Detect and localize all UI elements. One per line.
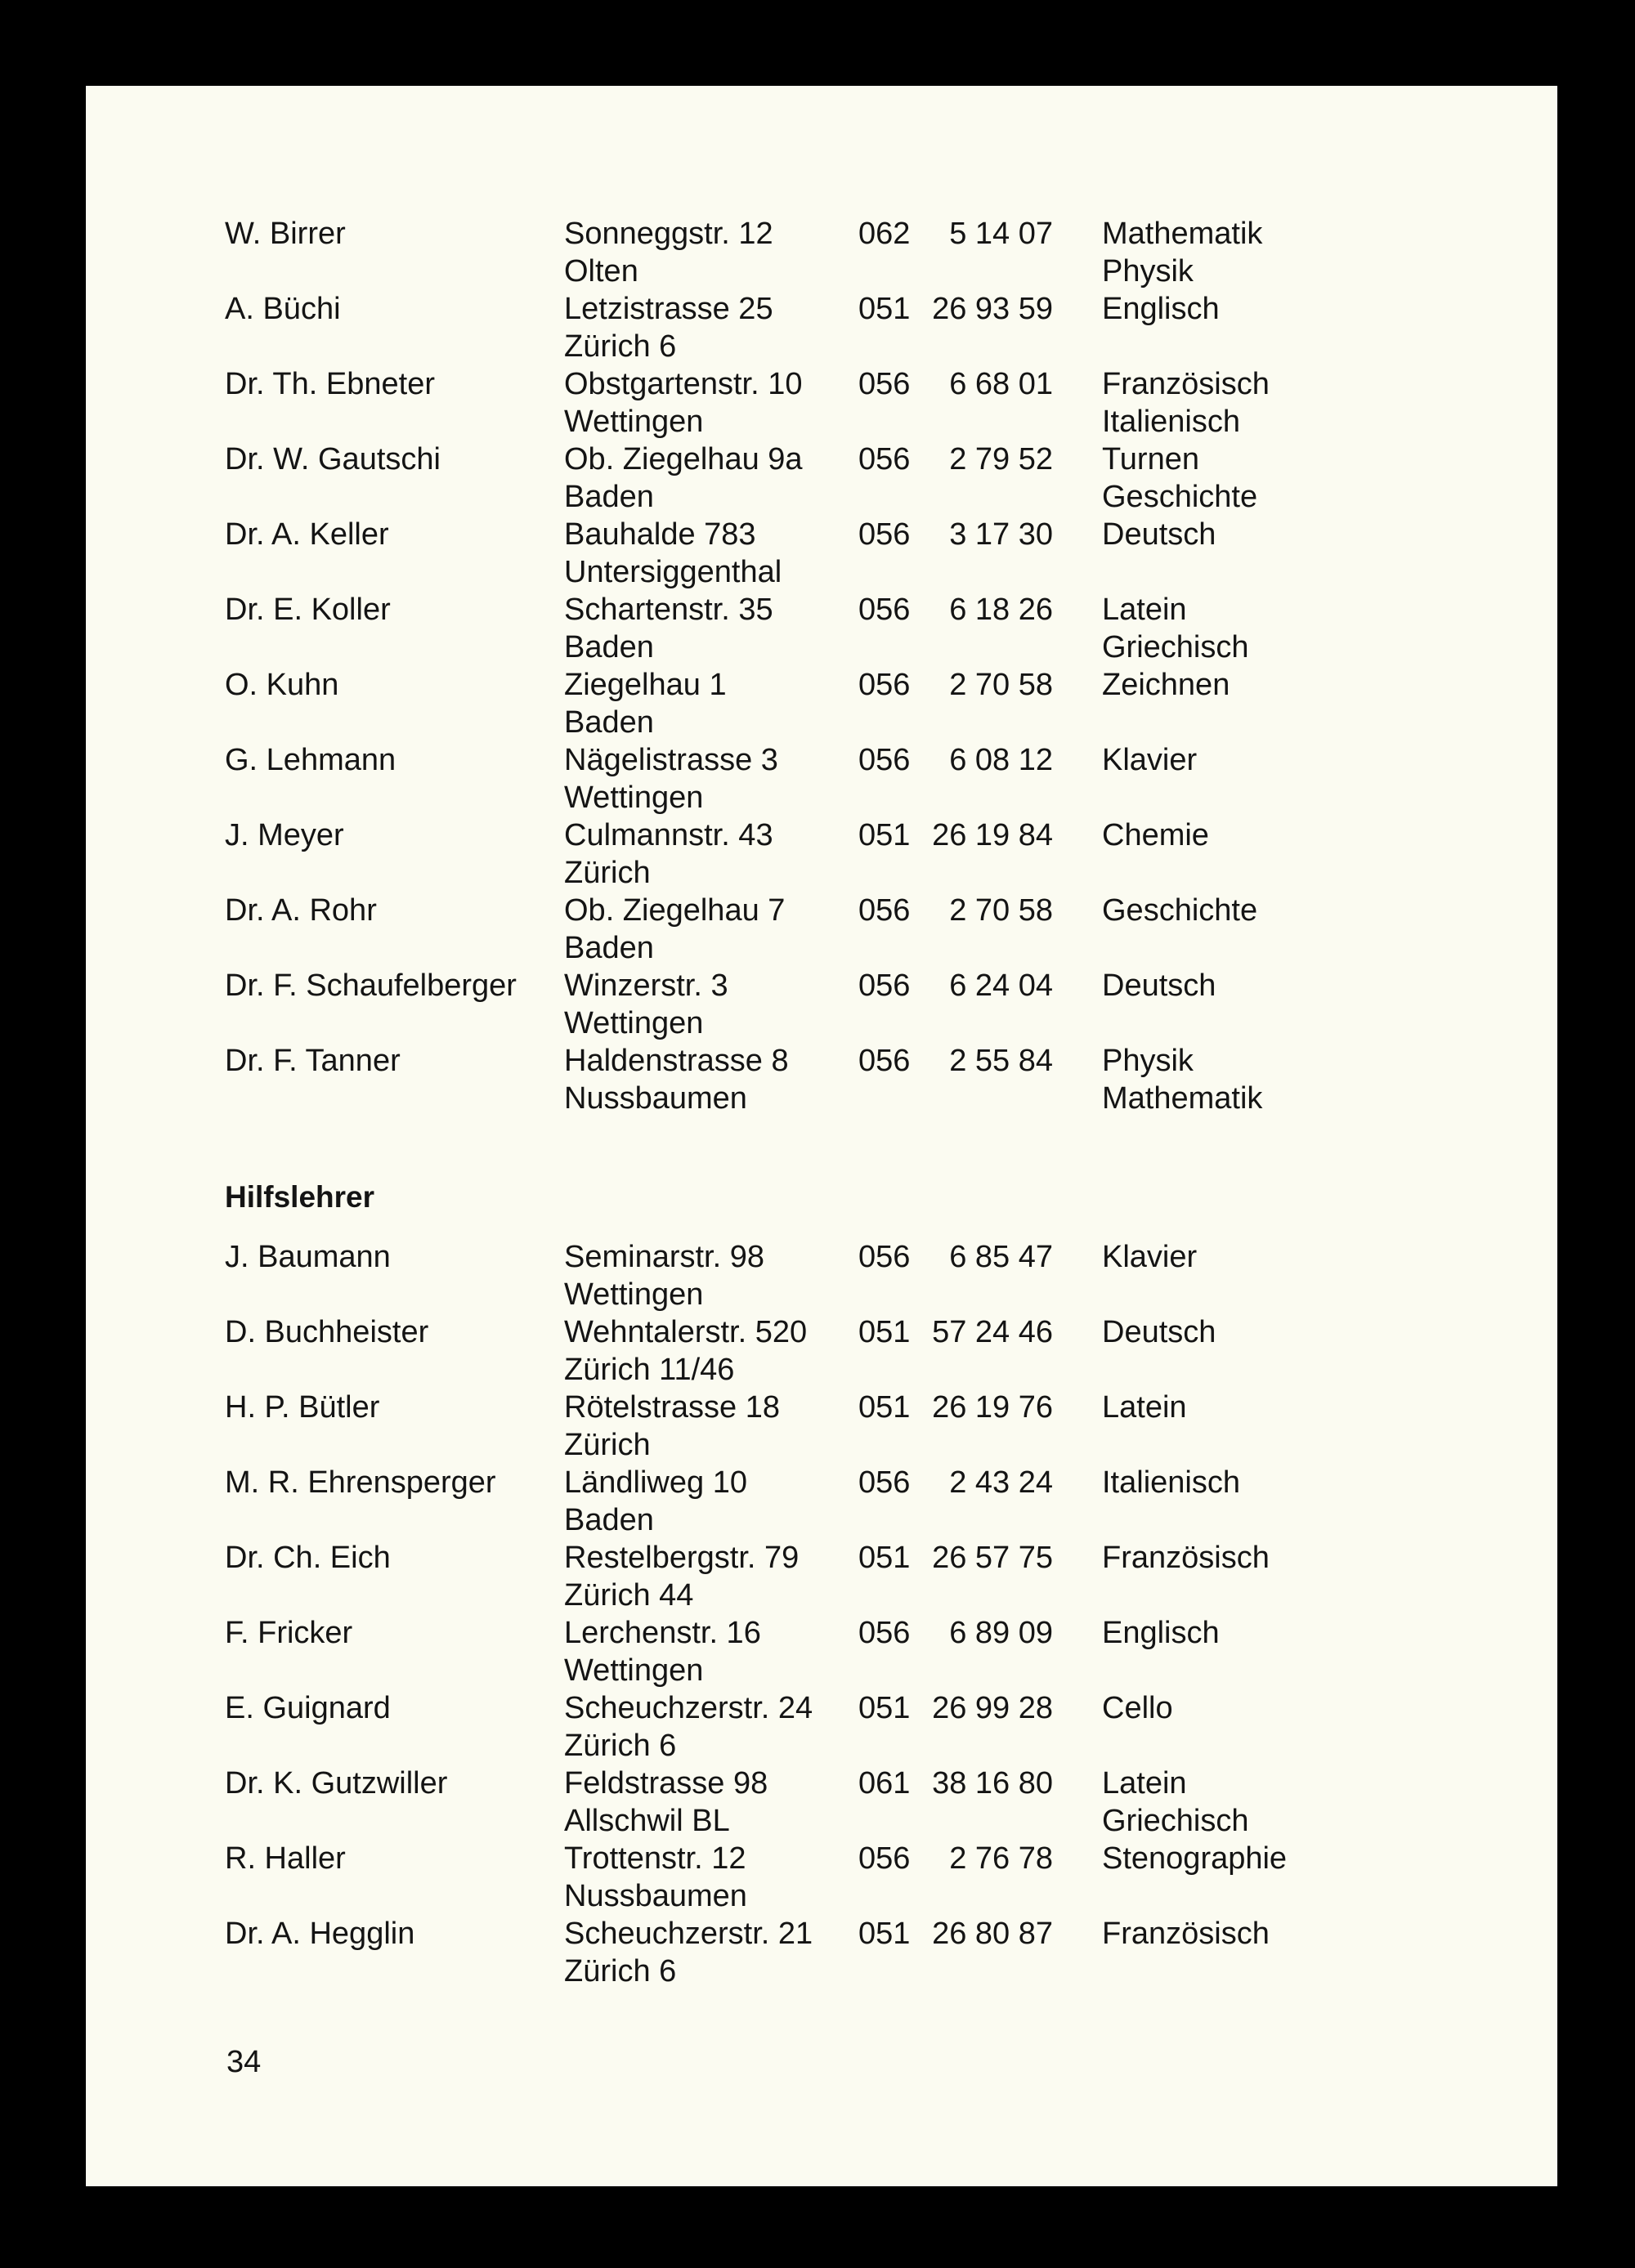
phone-number: 6 68 01	[949, 367, 1053, 401]
directory-row	[86, 1765, 1557, 1840]
area-code: 056	[858, 1465, 911, 1500]
subject-secondary: Italienisch	[1102, 405, 1240, 439]
city: Untersiggenthal	[564, 555, 782, 589]
city: Wettingen	[564, 1653, 704, 1688]
subject: Turnen	[1102, 442, 1199, 476]
directory-row	[86, 967, 1557, 1042]
person-name: Dr. A. Hegglin	[225, 1917, 415, 1951]
phone-number: 2 43 24	[949, 1465, 1053, 1500]
street-address: Letzistrasse 25	[564, 292, 773, 326]
directory-row	[86, 365, 1557, 441]
subject: Klavier	[1102, 743, 1198, 777]
city: Baden	[564, 480, 654, 514]
subject: Latein	[1102, 1766, 1187, 1801]
street-address: Scheuchzerstr. 21	[564, 1917, 813, 1951]
city: Baden	[564, 931, 654, 965]
area-code: 056	[858, 1044, 911, 1078]
directory-row	[86, 741, 1557, 816]
subject: Physik	[1102, 1044, 1194, 1078]
street-address: Restelbergstr. 79	[564, 1541, 800, 1575]
directory-row	[86, 816, 1557, 892]
section-heading-assistants: Hilfslehrer	[225, 1180, 375, 1214]
street-address: Ziegelhau 1	[564, 668, 727, 702]
document-page	[86, 86, 1557, 2186]
person-name: Dr. Ch. Eich	[225, 1541, 391, 1575]
subject: Französisch	[1102, 1541, 1270, 1575]
area-code: 051	[858, 1315, 911, 1349]
directory-row	[86, 1539, 1557, 1614]
teacher-directory	[86, 215, 1557, 1117]
area-code: 061	[858, 1766, 911, 1801]
street-address: Sonneggstr. 12	[564, 217, 773, 251]
city: Wettingen	[564, 781, 704, 815]
subject: Zeichnen	[1102, 668, 1230, 702]
city: Zürich	[564, 1428, 651, 1462]
phone-number: 2 70 58	[949, 893, 1053, 928]
city: Zürich 6	[564, 329, 677, 364]
directory-row	[86, 1689, 1557, 1765]
area-code: 051	[858, 1541, 911, 1575]
street-address: Nägelistrasse 3	[564, 743, 778, 777]
directory-row	[86, 1042, 1557, 1117]
person-name: Dr. W. Gautschi	[225, 442, 441, 476]
subject: Geschichte	[1102, 893, 1258, 928]
directory-row	[86, 1464, 1557, 1539]
subject: Latein	[1102, 1390, 1187, 1425]
area-code: 056	[858, 593, 911, 627]
assistant-teacher-directory	[86, 1238, 1557, 1990]
street-address: Obstgartenstr. 10	[564, 367, 803, 401]
city: Nussbaumen	[564, 1081, 747, 1116]
person-name: F. Fricker	[225, 1616, 353, 1650]
subject: Cello	[1102, 1691, 1173, 1725]
person-name: Dr. A. Rohr	[225, 893, 377, 928]
street-address: Lerchenstr. 16	[564, 1616, 761, 1650]
phone-number: 6 24 04	[949, 968, 1053, 1003]
area-code: 056	[858, 968, 911, 1003]
subject-secondary: Physik	[1102, 254, 1194, 289]
area-code: 062	[858, 217, 911, 251]
area-code: 056	[858, 517, 911, 552]
street-address: Culmannstr. 43	[564, 818, 773, 852]
area-code: 056	[858, 893, 911, 928]
phone-number: 2 76 78	[949, 1841, 1053, 1876]
area-code: 056	[858, 1841, 911, 1876]
phone-number: 26 19 76	[932, 1390, 1053, 1425]
city: Allschwil BL	[564, 1804, 730, 1838]
area-code: 051	[858, 292, 911, 326]
street-address: Trottenstr. 12	[564, 1841, 746, 1876]
person-name: D. Buchheister	[225, 1315, 429, 1349]
person-name: H. P. Bütler	[225, 1390, 380, 1425]
street-address: Ob. Ziegelhau 9a	[564, 442, 803, 476]
phone-number: 6 18 26	[949, 593, 1053, 627]
subject: Latein	[1102, 593, 1187, 627]
person-name: Dr. Th. Ebneter	[225, 367, 435, 401]
directory-row	[86, 441, 1557, 516]
person-name: J. Meyer	[225, 818, 344, 852]
subject: Stenographie	[1102, 1841, 1288, 1876]
person-name: Dr. F. Schaufelberger	[225, 968, 517, 1003]
city: Zürich 6	[564, 1729, 677, 1763]
subject: Englisch	[1102, 1616, 1220, 1650]
subject: Deutsch	[1102, 1315, 1216, 1349]
street-address: Bauhalde 783	[564, 517, 756, 552]
phone-number: 26 93 59	[932, 292, 1053, 326]
subject: Französisch	[1102, 1917, 1270, 1951]
city: Zürich 44	[564, 1578, 694, 1613]
person-name: G. Lehmann	[225, 743, 396, 777]
area-code: 051	[858, 1917, 911, 1951]
person-name: M. R. Ehrensperger	[225, 1465, 496, 1500]
phone-number: 5 14 07	[949, 217, 1053, 251]
city: Zürich 11/46	[564, 1353, 735, 1387]
directory-row	[86, 215, 1557, 290]
directory-row	[86, 1840, 1557, 1915]
phone-number: 6 85 47	[949, 1240, 1053, 1274]
phone-number: 38 16 80	[932, 1766, 1053, 1801]
street-address: Ob. Ziegelhau 7	[564, 893, 786, 928]
person-name: Dr. K. Gutzwiller	[225, 1766, 448, 1801]
directory-row	[86, 290, 1557, 365]
subject: Englisch	[1102, 292, 1220, 326]
area-code: 056	[858, 743, 911, 777]
directory-row	[86, 516, 1557, 591]
area-code: 051	[858, 1390, 911, 1425]
area-code: 051	[858, 1691, 911, 1725]
subject-secondary: Griechisch	[1102, 1804, 1249, 1838]
directory-row	[86, 1313, 1557, 1389]
street-address: Ländliweg 10	[564, 1465, 747, 1500]
city: Wettingen	[564, 1006, 704, 1040]
phone-number: 57 24 46	[932, 1315, 1053, 1349]
subject: Deutsch	[1102, 968, 1216, 1003]
directory-row	[86, 591, 1557, 666]
street-address: Scheuchzerstr. 24	[564, 1691, 813, 1725]
area-code: 056	[858, 1616, 911, 1650]
city: Baden	[564, 630, 654, 664]
area-code: 056	[858, 442, 911, 476]
directory-row	[86, 892, 1557, 967]
phone-number: 26 80 87	[932, 1917, 1053, 1951]
city: Olten	[564, 254, 638, 289]
person-name: E. Guignard	[225, 1691, 391, 1725]
phone-number: 26 99 28	[932, 1691, 1053, 1725]
phone-number: 2 55 84	[949, 1044, 1053, 1078]
directory-row	[86, 666, 1557, 741]
phone-number: 6 08 12	[949, 743, 1053, 777]
phone-number: 6 89 09	[949, 1616, 1053, 1650]
directory-row	[86, 1389, 1557, 1464]
city: Zürich	[564, 856, 651, 890]
subject: Chemie	[1102, 818, 1209, 852]
street-address: Feldstrasse 98	[564, 1766, 768, 1801]
street-address: Schartenstr. 35	[564, 593, 773, 627]
street-address: Wehntalerstr. 520	[564, 1315, 808, 1349]
area-code: 056	[858, 1240, 911, 1274]
person-name: W. Birrer	[225, 217, 346, 251]
person-name: O. Kuhn	[225, 668, 339, 702]
phone-number: 26 57 75	[932, 1541, 1053, 1575]
subject: Deutsch	[1102, 517, 1216, 552]
subject-secondary: Mathematik	[1102, 1081, 1263, 1116]
subject: Klavier	[1102, 1240, 1198, 1274]
city: Baden	[564, 705, 654, 740]
city: Zürich 6	[564, 1954, 677, 1988]
phone-number: 3 17 30	[949, 517, 1053, 552]
directory-row	[86, 1915, 1557, 1990]
person-name: J. Baumann	[225, 1240, 391, 1274]
person-name: Dr. A. Keller	[225, 517, 389, 552]
subject: Mathematik	[1102, 217, 1263, 251]
street-address: Rötelstrasse 18	[564, 1390, 781, 1425]
street-address: Haldenstrasse 8	[564, 1044, 789, 1078]
subject-secondary: Geschichte	[1102, 480, 1258, 514]
area-code: 051	[858, 818, 911, 852]
subject: Italienisch	[1102, 1465, 1240, 1500]
area-code: 056	[858, 367, 911, 401]
phone-number: 2 79 52	[949, 442, 1053, 476]
person-name: Dr. F. Tanner	[225, 1044, 401, 1078]
area-code: 056	[858, 668, 911, 702]
person-name: A. Büchi	[225, 292, 341, 326]
phone-number: 26 19 84	[932, 818, 1053, 852]
subject-secondary: Griechisch	[1102, 630, 1249, 664]
directory-row	[86, 1238, 1557, 1313]
page-number: 34	[226, 2045, 262, 2079]
person-name: R. Haller	[225, 1841, 346, 1876]
street-address: Winzerstr. 3	[564, 968, 728, 1003]
person-name: Dr. E. Koller	[225, 593, 391, 627]
street-address: Seminarstr. 98	[564, 1240, 764, 1274]
directory-row	[86, 1614, 1557, 1689]
phone-number: 2 70 58	[949, 668, 1053, 702]
city: Nussbaumen	[564, 1879, 747, 1913]
city: Baden	[564, 1503, 654, 1537]
city: Wettingen	[564, 405, 704, 439]
subject: Französisch	[1102, 367, 1270, 401]
city: Wettingen	[564, 1277, 704, 1312]
